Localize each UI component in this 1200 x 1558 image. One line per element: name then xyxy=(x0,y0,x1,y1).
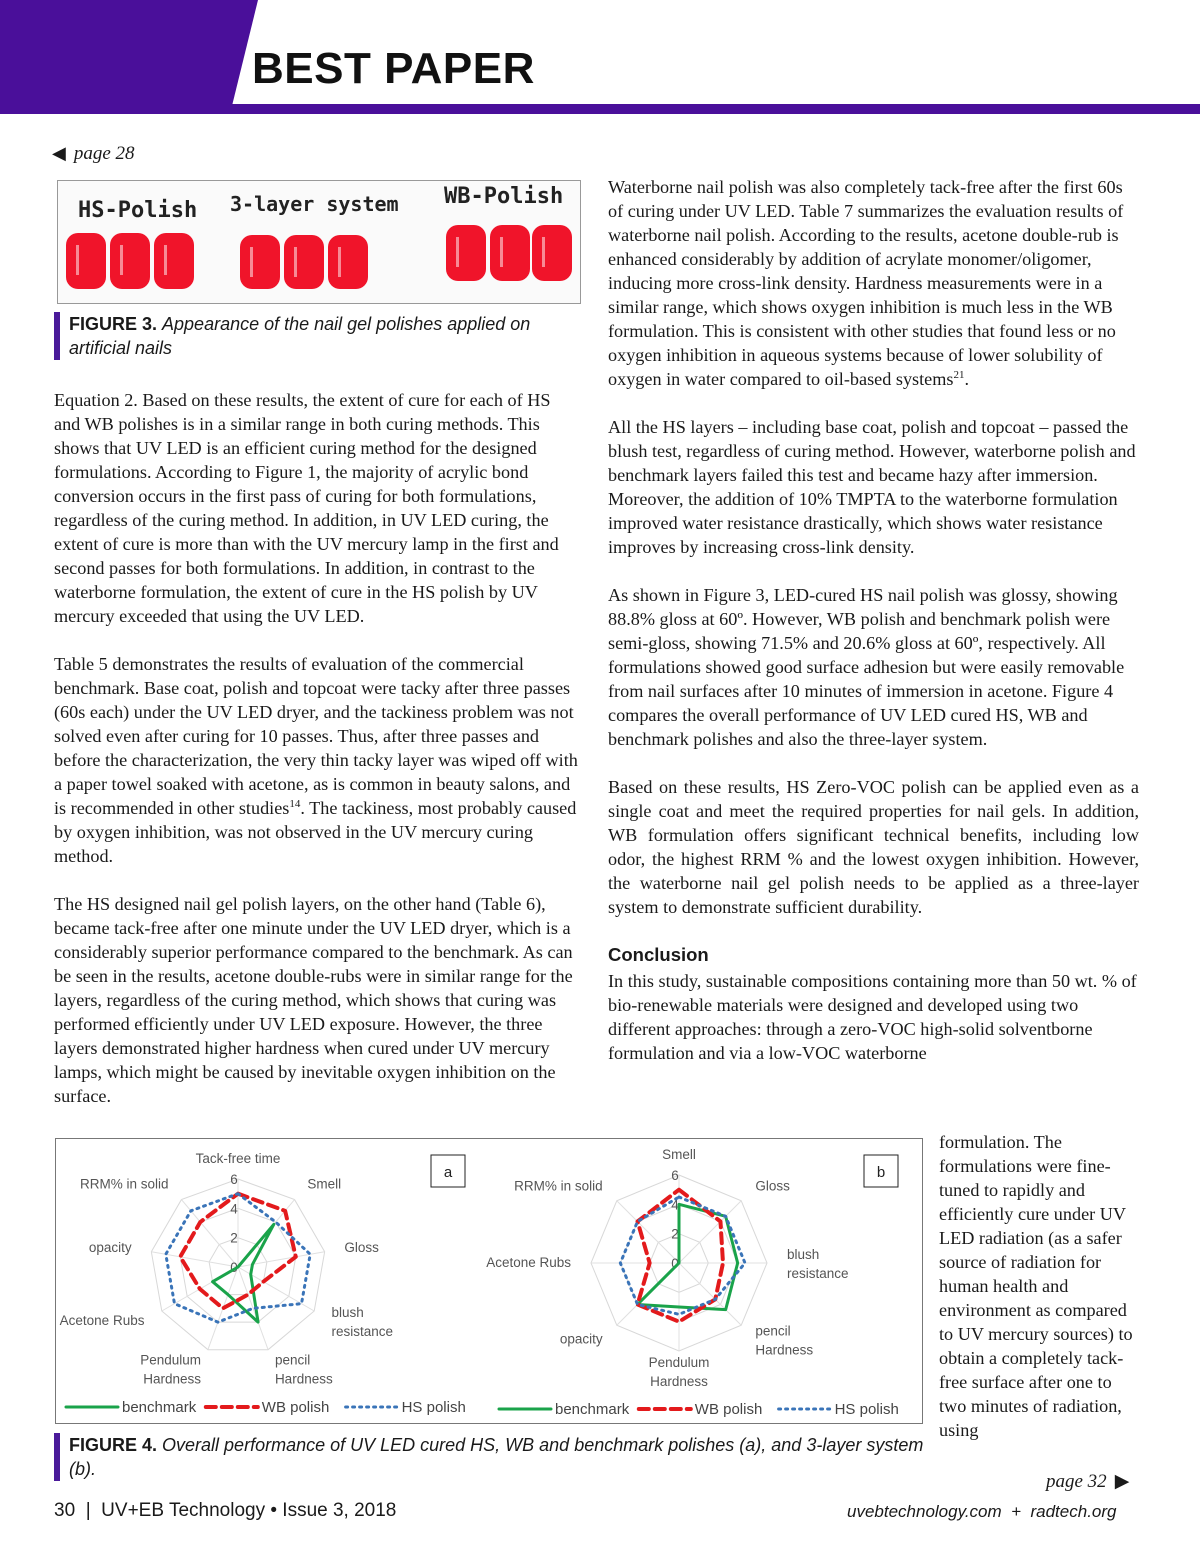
figure3-label-wb: WB-Polish xyxy=(444,184,564,209)
right-narrow-column xyxy=(939,1130,1139,1442)
right-arrow-icon: ▶ xyxy=(1114,1471,1130,1492)
radar-tick-label: 6 xyxy=(230,1172,238,1187)
header-band xyxy=(0,0,1200,114)
radar-spoke xyxy=(151,1252,238,1267)
legend-label: WB polish xyxy=(261,1399,330,1416)
left-column xyxy=(54,388,579,1132)
left-paragraph-1: Equation 2. Based on these results, the extent of cure for each of HS and WB polishes is in a similar range in both curing methods. This shows that UV LED is an efficient curing method for the designed formulations. According to Figure 1, the majority of acrylic bond conversion occurs in the first pass of curing for both formulations, regardless of the curing method. In addition, in UV LED curing, the extent of cure is more than with the UV mercury lamp in the first and second passes for both formulations. In addition, in contrast to the waterborne formulation, the extent of cure in the HS polish by UV mercury exceeded that using the UV LED. xyxy=(54,390,559,626)
figure3-photo xyxy=(57,180,581,304)
legend-label: benchmark xyxy=(555,1401,630,1418)
legend-label: benchmark xyxy=(122,1399,197,1416)
figure3-label-hs: HS-Polish xyxy=(78,198,198,223)
right-paragraph-6: formulation. The formulations were fine-tuned to rapidly and efficiently cure under UV LED radiation (as a safer source of radiation for human health and environment as compared to UV mercury sources) to obtain a completely tack-free surface after one to two minutes of radiation, using xyxy=(939,1132,1133,1440)
legend-label: HS polish xyxy=(834,1401,899,1418)
prev-page-link[interactable] xyxy=(52,143,135,165)
radar-axis-label: RRM% in solid xyxy=(514,1178,603,1194)
radar-tick-label: 4 xyxy=(230,1201,238,1217)
figure4-caption-label: FIGURE 4. xyxy=(69,1435,158,1455)
nails-hs xyxy=(66,233,194,289)
right-column xyxy=(608,175,1139,1065)
radar-axis-label: blush resistance xyxy=(331,1305,394,1339)
radar-axis-label: pencil Hardness xyxy=(755,1323,814,1358)
figure4-radar-charts xyxy=(56,1139,922,1423)
radar-axis-label: pencil Hardness xyxy=(274,1352,333,1387)
conclusion-heading: Conclusion xyxy=(608,944,709,965)
figure3-caption-text: Appearance of the nail gel polishes applied on artificial nails xyxy=(69,314,531,358)
right-paragraph-2: All the HS layers – including base coat, polish and topcoat – passed the blush test, regardless of curing method. However, waterborne polish and benchmark layers failed this test and became hazy after immersion. Moreover, the addition of 10% TMPTA to the waterborne formulation improved water resistance drastically, which shows water resistance improves by increasing cross-link density. xyxy=(608,417,1136,557)
figure3-caption xyxy=(54,312,589,360)
legend-label: HS polish xyxy=(401,1399,466,1416)
legend-label: WB polish xyxy=(694,1401,763,1418)
radar-axis-label: Gloss xyxy=(344,1240,379,1256)
radar-axis-label: Smell xyxy=(662,1147,696,1162)
figure3-caption-label: FIGURE 3. xyxy=(69,314,158,334)
figure4-chart-box xyxy=(55,1138,923,1424)
radar-tick-label: 0 xyxy=(671,1256,679,1271)
radar-axis-label: Acetone Rubs xyxy=(59,1313,145,1328)
footer-issue: 30 | UV+EB Technology • Issue 3, 2018 xyxy=(54,1500,397,1521)
page-title: BEST PAPER xyxy=(252,44,535,93)
radar-tick-label: 2 xyxy=(230,1230,238,1246)
right-paragraph-5: In this study, sustainable compositions containing more than 50 wt. % of bio-renewable materials were designed and developed using two different approaches: through a zero-VOC high-solid solventborne formulation and via a low-VOC waterborne xyxy=(608,971,1137,1063)
radar-tick-label: 6 xyxy=(671,1168,679,1183)
footer-websites: uvebtechnology.com + radtech.org xyxy=(847,1502,1117,1521)
panel-label: b xyxy=(876,1164,886,1181)
right-paragraph-1: Waterborne nail polish was also completely tack-free after the first 60s of curing under UV LED. Table 7 summarizes the evaluation results of waterborne nail polish. According to the results, acetone double-rub is enhanced considerably by addition of acrylate monomer/oligomer, inducing more cross-link density. Hardness measurements were in a similar range, which shows oxygen inhibition is much less in the WB formulation. This is consistent with other studies that found less or no oxygen inhibition in aqueous systems because of lower solubility of oxygen in water compared to oil-based systems$^{21}$. xyxy=(608,177,1124,389)
panel-label: a xyxy=(443,1164,453,1181)
radar-axis-label: Gloss xyxy=(755,1178,790,1194)
figure4-caption-text: Overall performance of UV LED cured HS, WB and benchmark polishes (a), and 3-layer system (b). xyxy=(69,1435,924,1479)
radar-tick-label: 4 xyxy=(671,1197,679,1213)
radar-axis-label: Acetone Rubs xyxy=(486,1255,571,1270)
radar-axis-label: Tack-free time xyxy=(195,1151,281,1166)
radar-axis-label: RRM% in solid xyxy=(80,1176,169,1192)
right-paragraph-3: As shown in Figure 3, LED-cured HS nail polish was glossy, showing 88.8% gloss at 60º. However, WB polish and benchmark polish were semi-gloss, showing 71.5% and 20.6% gloss at 60º, respectively. All formulations showed good surface adhesion but were easily removable from nail surfaces after 10 minutes of immersion in acetone. Figure 4 compares the overall performance of UV LED cured HS, WB and benchmark polishes and also the three-layer system. xyxy=(608,585,1125,749)
radar-axis-label: blush resistance xyxy=(787,1247,849,1281)
figure4-caption xyxy=(54,1433,929,1481)
prev-page-label: page 28 xyxy=(73,143,135,164)
left-arrow-icon: ◀ xyxy=(52,143,66,163)
radar-axis-label: Pendulum Hardness xyxy=(648,1355,710,1389)
radar-tick-label: 0 xyxy=(230,1260,238,1275)
nails-3layer xyxy=(240,235,368,289)
nails-wb xyxy=(446,225,572,281)
left-paragraph-2: Table 5 demonstrates the results of evaluation of the commercial benchmark. Base coat, polish and topcoat were tacky after three passes (60s each) under the UV LED dryer, and the tackiness problem was not solved even after curing for 10 passes. Thus, after three passes and before the characterization, the very thin tacky layer was wiped off with a paper towel soaked with acetone, as is common in beauty salons, and is recommended in other studies$^{14}$. The tackiness, most probably caused by oxygen inhibition, was not observed in the UV mercury curing method. xyxy=(54,654,578,866)
next-page-label: page 32 xyxy=(1046,1471,1107,1492)
radar-axis-label: opacity xyxy=(88,1240,132,1256)
left-paragraph-3: The HS designed nail gel polish layers, on the other hand (Table 6), became tack-free after one minute under the UV LED dryer, which is a considerably superior performance compared to the benchmark. As can be seen in the results, acetone double-rubs were in similar range for the layers, regardless of the curing method, which shows that curing was performed efficiently under UV LED exposure. However, the three layers demonstrated higher hardness when cured under UV mercury lamps, which might be caused by inevitable oxygen inhibition on the surface. xyxy=(54,894,573,1106)
radar-axis-label: Smell xyxy=(307,1176,342,1192)
radar-tick-label: 2 xyxy=(671,1226,679,1242)
radar-axis-label: opacity xyxy=(559,1331,603,1347)
figure3-label-3layer: 3-layer system xyxy=(230,192,399,216)
next-page-link[interactable] xyxy=(1046,1470,1129,1493)
right-paragraph-4: Based on these results, HS Zero-VOC polish can be applied even as a single coat and meet the required properties for nail gels. In addition, WB formulation offers significant technical benefits, including low odor, the highest RRM % and the lowest oxygen inhibition. However, the waterborne nail gel polish needs to be applied as a three-layer system to demonstrate sufficient durability. xyxy=(608,777,1139,917)
radar-axis-label: Pendulum Hardness xyxy=(140,1352,202,1387)
